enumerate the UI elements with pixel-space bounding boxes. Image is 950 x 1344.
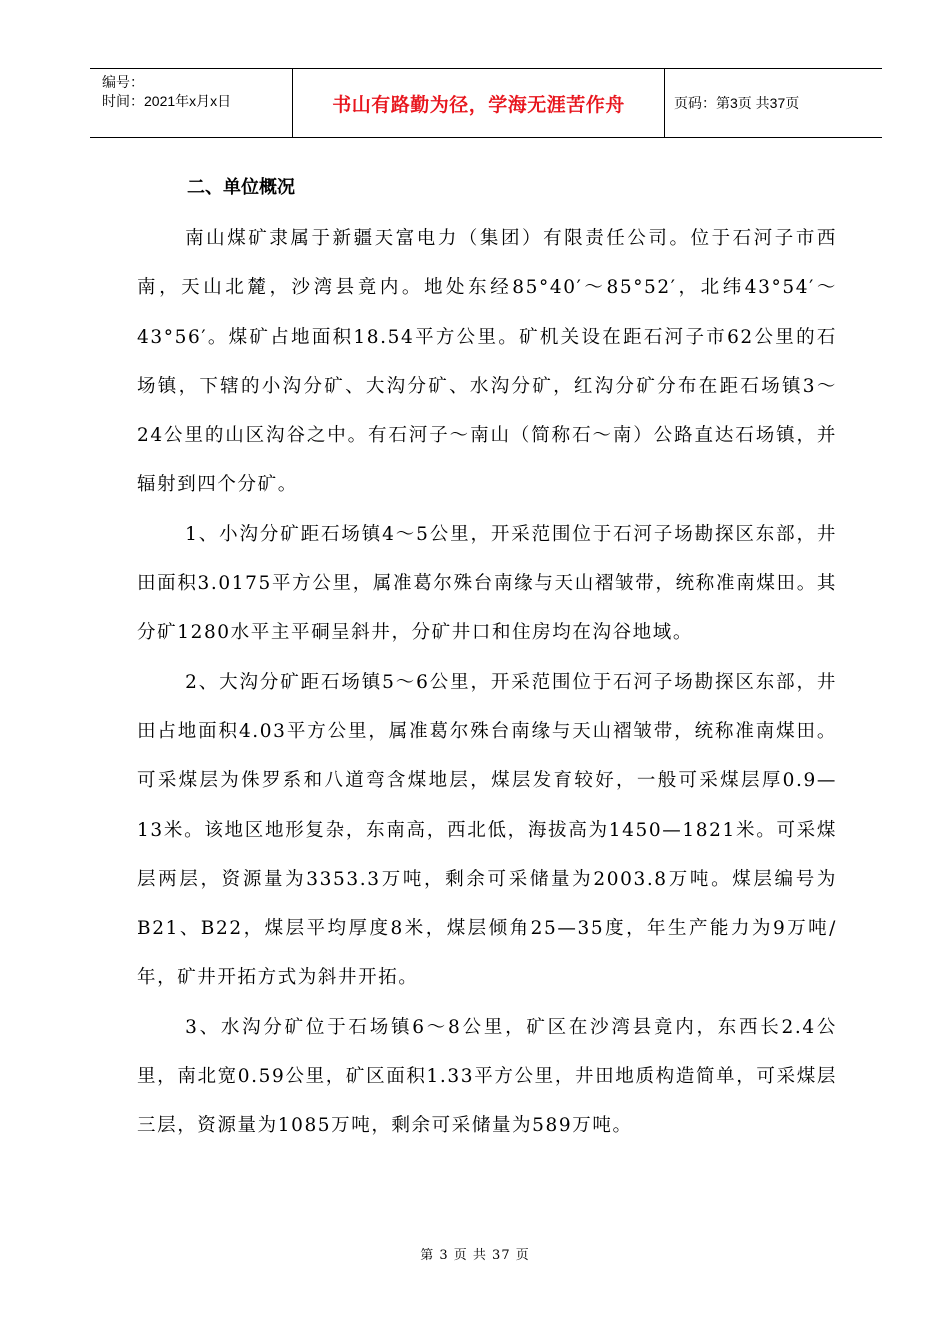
paragraph-dagou: 2、大沟分矿距石场镇5～6公里，开采范围位于石河子场勘探区东部，井田占地面积4.03平方公里，属准葛尔殊台南缘与天山褶皱带，统称准南煤田。可采煤层为侏罗系和八道弯含煤地层，煤层发育较好，一般可采煤层厚0.9—13米。该地区地形复杂，东南高，西北低，海拔高为1450—1821米。可采煤层两层，资源量为3353.3万吨，剩余可采储量为2003.8万吨。煤层编号为B21、B22，煤层平均厚度8米，煤层倾角25—35度，年生产能力为9万吨/年，矿井开拓方式为斜井开拓。 [137, 671, 837, 989]
footer-page-number: 第 3 页 共 37 页 [420, 1248, 530, 1263]
document-number-label: 编号： [102, 74, 144, 90]
page-footer [0, 1244, 950, 1263]
section-heading: 二、单位概况 [187, 177, 295, 198]
paragraph-overview: 南山煤矿隶属于新疆天富电力（集团）有限责任公司。位于石河子市西南，天山北麓，沙湾县竟内。地处东经85°40′～85°52′，北纬43°54′～43°56′。煤矿占地面积18.54平方公里。矿机关设在距石河子市62公里的石场镇，下辖的小沟分矿、大沟分矿、水沟分矿，红沟分矿分布在距石场镇3～24公里的山区沟谷之中。有石河子～南山（简称石～南）公路直达石场镇，并辐射到四个分矿。 [137, 228, 837, 496]
paragraph-xiaogou: 1、小沟分矿距石场镇4～5公里，开采范围位于石河子场勘探区东部，井田面积3.0175平方公里，属准葛尔殊台南缘与天山褶皱带，统称准南煤田。其分矿1280水平主平硐呈斜井，分矿井口和住房均在沟谷地域。 [137, 523, 837, 644]
header-meta-cell [90, 69, 293, 137]
page-header-table [90, 68, 882, 138]
paragraph-shuigou: 3、水沟分矿位于石场镇6～8公里，矿区在沙湾县竟内，东西长2.4公里，南北宽0.59公里，矿区面积1.33平方公里，井田地质构造简单，可采煤层三层，资源量为1085万吨，剩余可采储量为589万吨。 [137, 1016, 837, 1137]
document-body [137, 170, 837, 1151]
header-page-info: 页码：第3页 共37页 [674, 95, 800, 111]
document-time-label: 时间：2021年x月x日 [102, 93, 232, 109]
header-motto: 书山有路勤为径，学海无涯苦作舟 [293, 69, 665, 137]
